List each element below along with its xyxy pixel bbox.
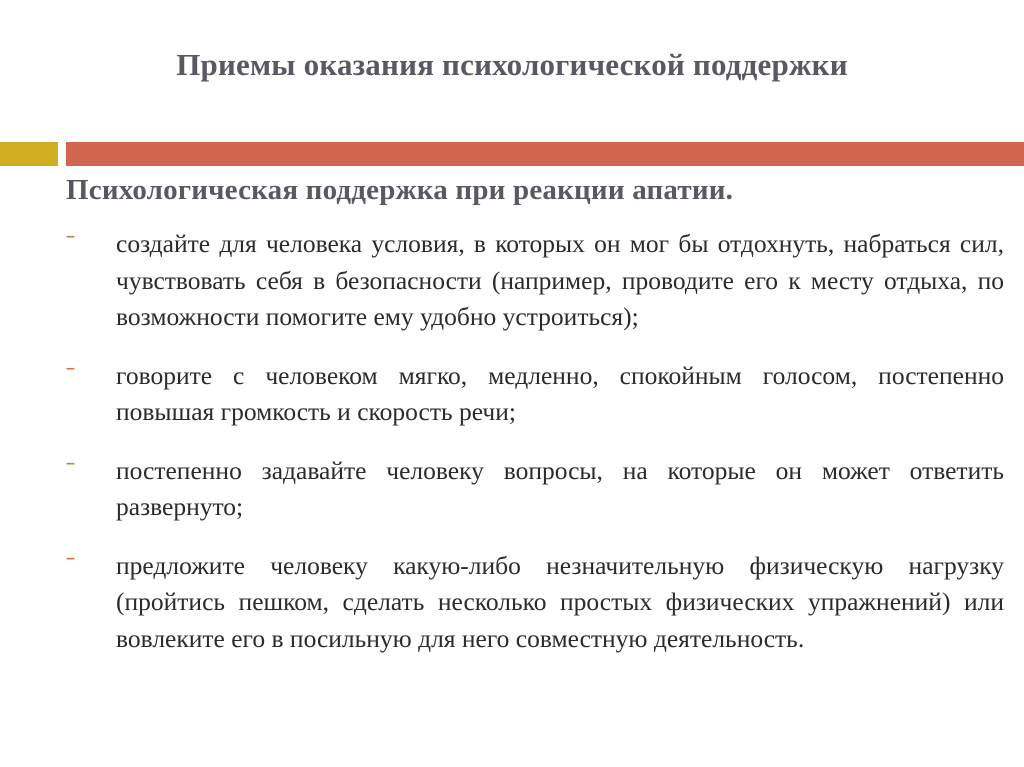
slide-title: Приемы оказания психологической поддержки xyxy=(176,47,848,82)
bullet-dash: – xyxy=(66,454,75,472)
bullet-text: постепенно задавайте человеку вопросы, на которые он может ответить развернуто; xyxy=(116,455,1004,521)
list-item xyxy=(66,548,1004,658)
bullet-dash: – xyxy=(66,549,75,567)
bullet-text: создайте для человека условия, в которых он мог бы отдохнуть, набраться сил, чувствовать себя в безопасности (например, проводите его к месту отдыха, по возможности помогите ему удобно устроиться); xyxy=(116,229,1004,331)
bullet-text: говорите с человеком мягко, медленно, спокойным голосом, постепенно повышая громкость и скорость речи; xyxy=(116,360,1004,426)
bullet-dash: – xyxy=(66,228,75,245)
bullet-list xyxy=(66,226,1004,679)
accent-bar xyxy=(66,142,1024,166)
bullet-dash: – xyxy=(66,359,75,377)
section-heading: Психологическая поддержка при реакции апатии. xyxy=(66,174,734,206)
list-item xyxy=(66,453,1004,526)
bullet-text: предложите человеку какую-либо незначительную физическую нагрузку (пройтись пешком, сделать несколько простых физических упражнений) или вовлеките его в посильную для него совместную деятельность. xyxy=(116,550,1004,653)
accent-square xyxy=(0,142,58,166)
list-item xyxy=(66,226,1004,336)
list-item xyxy=(66,358,1004,431)
